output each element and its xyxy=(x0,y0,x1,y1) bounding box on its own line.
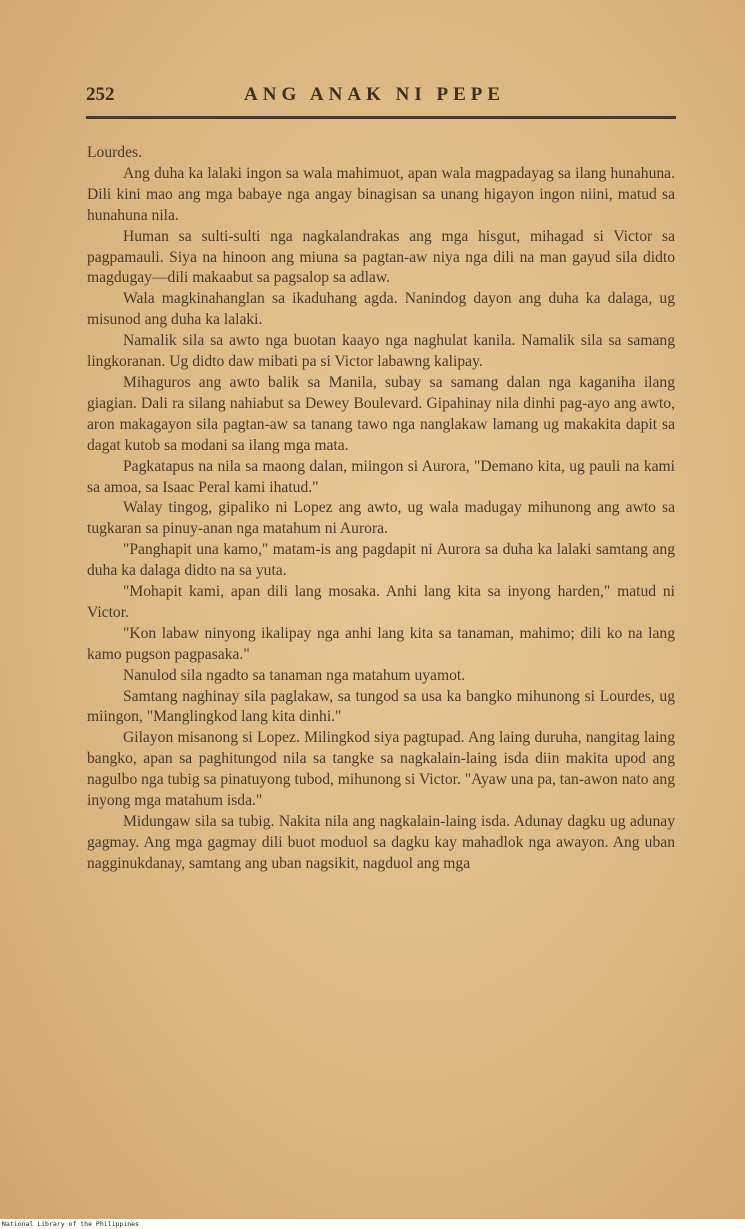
paragraph: Gilayon misanong si Lopez. Milingkod siya pagtupad. Ang laing duruha, nangitag laing bangko, apan sa paghitungod nila sa tangke sa nagkalain-laing isda diin makita upod ang nagulbo nga tubig sa pinatuyong tubod, mihunong si Victor. "Ayaw una pa, tan-awon nato ang inyong mga matahum isda." xyxy=(87,729,675,810)
paragraph: Samtang naghinay sila paglakaw, sa tungod sa usa ka bangko mihunong si Lourdes, ug miingon, "Manglingkod lang kita dinhi." xyxy=(87,687,675,726)
paragraph: Lourdes. xyxy=(87,144,142,161)
paragraph: Mihaguros ang awto balik sa Manila, subay sa samang dalan nga kaganiha ilang giagian. Dali ra silang nahiabut sa Dewey Boulevard. Gipahinay nila dinhi pag-ayo ang awto, aron makagayon sila pagtan-aw sa tanang tawo nga nanglakaw lamang ug makakita dapit sa dagat kutob sa modani sa ilang mga mata. xyxy=(87,373,675,454)
paragraph: "Panghapit una kamo," matam-is ang pagdapit ni Aurora sa duha ka lalaki samtang ang duha ka dalaga didto na sa yuta. xyxy=(87,541,675,580)
page-number: 252 xyxy=(86,84,115,105)
paragraph: Walay tingog, gipaliko ni Lopez ang awto, ug wala madugay mihunong ang awto sa tugkaran sa pinuy-anan nga matahum ni Aurora. xyxy=(87,499,675,538)
paragraph: Namalik sila sa awto nga buotan kaayo nga naghulat kanila. Namalik sila sa samang lingkoranan. Ug didto daw mibati pa si Victor labawng kalipay. xyxy=(87,332,675,371)
paragraph: Nanulod sila ngadto sa tanaman nga matahum uyamot. xyxy=(123,666,466,684)
paragraph: Pagkatapus na nila sa maong dalan, miingon si Aurora, "Demano kita, ug pauli na kami sa amoa, sa Isaac Peral kami ihatud." xyxy=(87,457,675,496)
library-credit: National Library of the Philippines xyxy=(2,1220,139,1228)
paragraph: Midungaw sila sa tubig. Nakita nila ang nagkalain-laing isda. Adunay dagku ug adunay gagmay. Ang mga gagmay dili buot moduol sa dagku kay mahadlok nga awayon. Ang uban nagginukdanay, samtang ang uban nagsikit, nagduol ang mga xyxy=(87,813,675,872)
header-rule xyxy=(86,116,676,119)
running-title: ANG ANAK NI PEPE xyxy=(244,84,506,105)
footer-strip xyxy=(0,1219,745,1229)
paragraph: "Kon labaw ninyong ikalipay nga anhi lang kita sa tanaman, mahimo; dili ko na lang kamo pugson pagpasaka." xyxy=(87,624,675,663)
paragraph: "Mohapit kami, apan dili lang mosaka. Anhi lang kita sa inyong harden," matud ni Victor. xyxy=(87,583,675,621)
paragraph: Wala magkinahanglan sa ikaduhang agda. Nanindog dayon ang duha ka dalaga, ug misunod ang duha ka lalaki. xyxy=(87,290,675,329)
paragraph: Human sa sulti-sulti nga nagkalandrakas ang mga hisgut, mihagad si Victor sa pagpamauli. Siya na hinoon ang miuna sa pagtan-aw niya nga dili na man gayud sila didto magdugay—dili makaabut sa pagsalop sa adlaw. xyxy=(87,227,675,287)
body-text xyxy=(87,143,675,875)
page-header xyxy=(86,84,676,110)
paragraph: Ang duha ka lalaki ingon sa wala mahimuot, apan wala magpadayag sa ilang hunahuna. Dili kini mao ang mga babaye nga angay binagisan sa unang higayon ingon niini, matud sa hunahuna nila. xyxy=(87,164,675,224)
